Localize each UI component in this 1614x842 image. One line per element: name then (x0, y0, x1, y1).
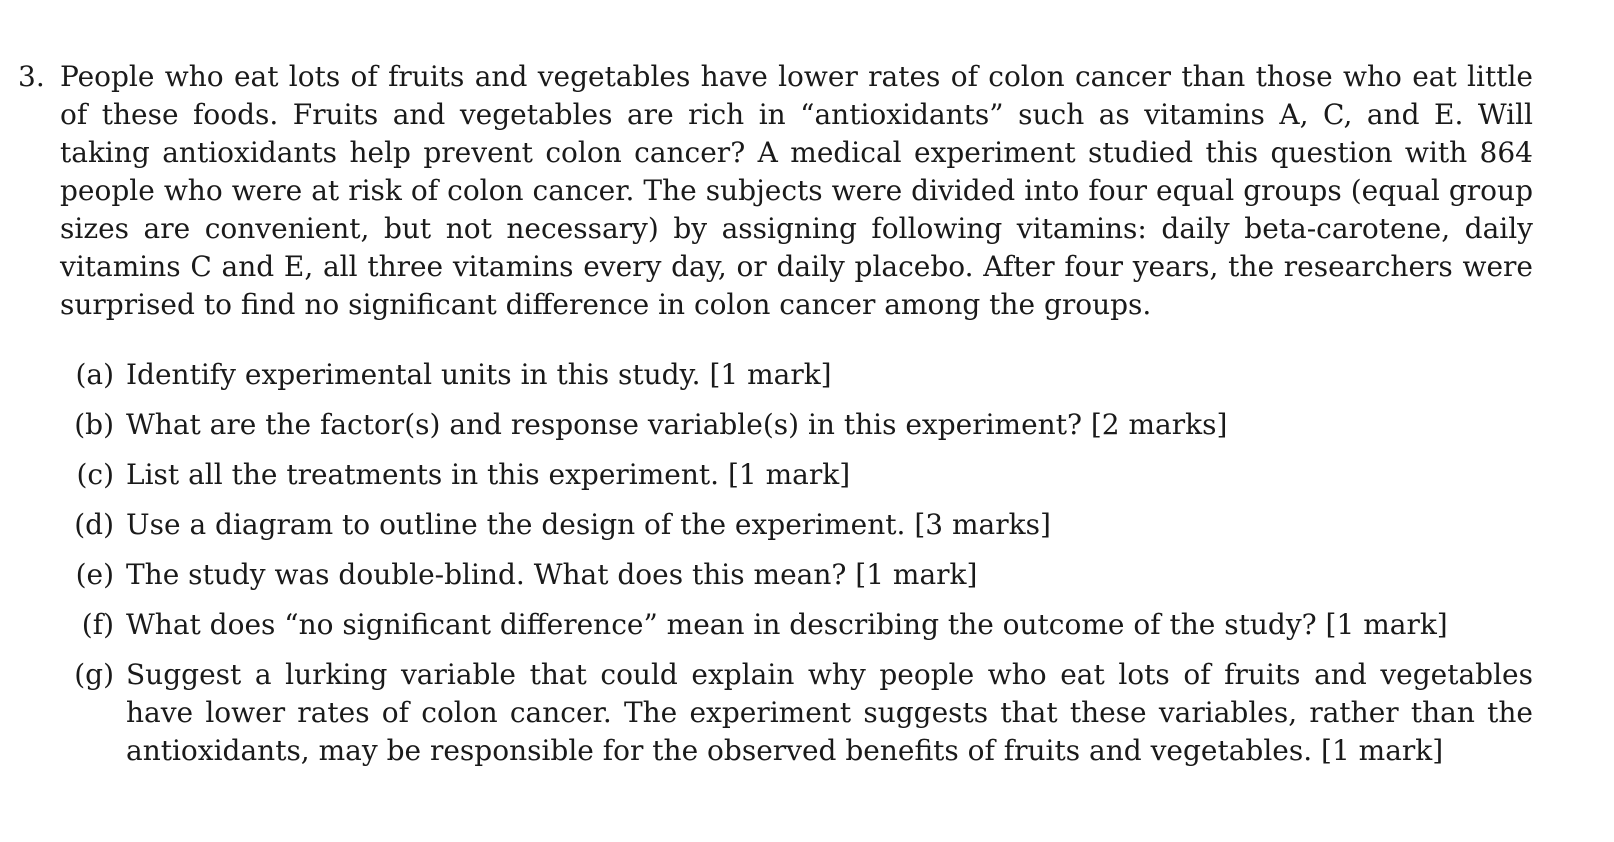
part-label: (d) (74, 508, 114, 541)
part-c (68, 456, 1533, 494)
part-d (68, 506, 1533, 544)
part-text: List all the treatments in this experiment. [1 mark] (126, 458, 851, 491)
part-g (68, 656, 1533, 770)
part-text: Use a diagram to outline the design of the experiment. [3 marks] (126, 508, 1051, 541)
part-text: The study was double-blind. What does this mean? [1 mark] (126, 558, 978, 591)
part-text: Identify experimental units in this study. [1 mark] (126, 358, 832, 391)
part-label: (e) (75, 558, 114, 591)
part-a (68, 356, 1533, 394)
question-parts (68, 356, 1533, 770)
question-stem: People who eat lots of fruits and vegetables have lower rates of colon cancer than those who eat little of these foods. Fruits and vegetables are rich in “antioxidants” such as vitamins A, C, and E. Will taking antioxidants help prevent colon cancer? A medical experiment studied this question with 864 people who were at risk of colon cancer. The subjects were divided into four equal groups (equal group sizes are convenient, but not necessary) by assigning following vitamins: daily beta-carotene, daily vitamins C and E, all three vitamins every day, or daily placebo. After four years, the researchers were surprised to find no significant difference in colon cancer among the groups. (60, 60, 1533, 321)
part-text: What does “no significant difference” mean in describing the outcome of the study? [1 mark] (126, 608, 1448, 641)
part-e (68, 556, 1533, 594)
part-f (68, 606, 1533, 644)
question-number: 3. (18, 60, 45, 93)
part-label: (b) (74, 408, 114, 441)
question-header (18, 58, 1533, 324)
part-label: (f) (81, 608, 114, 641)
part-text: Suggest a lurking variable that could explain why people who eat lots of fruits and vegetables have lower rates of colon cancer. The experiment suggests that these variables, rather than the antioxidants, may be responsible for the observed benefits of fruits and vegetables. [1 mark] (126, 658, 1533, 767)
part-b (68, 406, 1533, 444)
part-label: (a) (75, 358, 114, 391)
part-text: What are the factor(s) and response variable(s) in this experiment? [2 marks] (126, 408, 1228, 441)
part-label: (c) (76, 458, 114, 491)
question-3 (18, 58, 1533, 782)
part-label: (g) (74, 658, 114, 691)
